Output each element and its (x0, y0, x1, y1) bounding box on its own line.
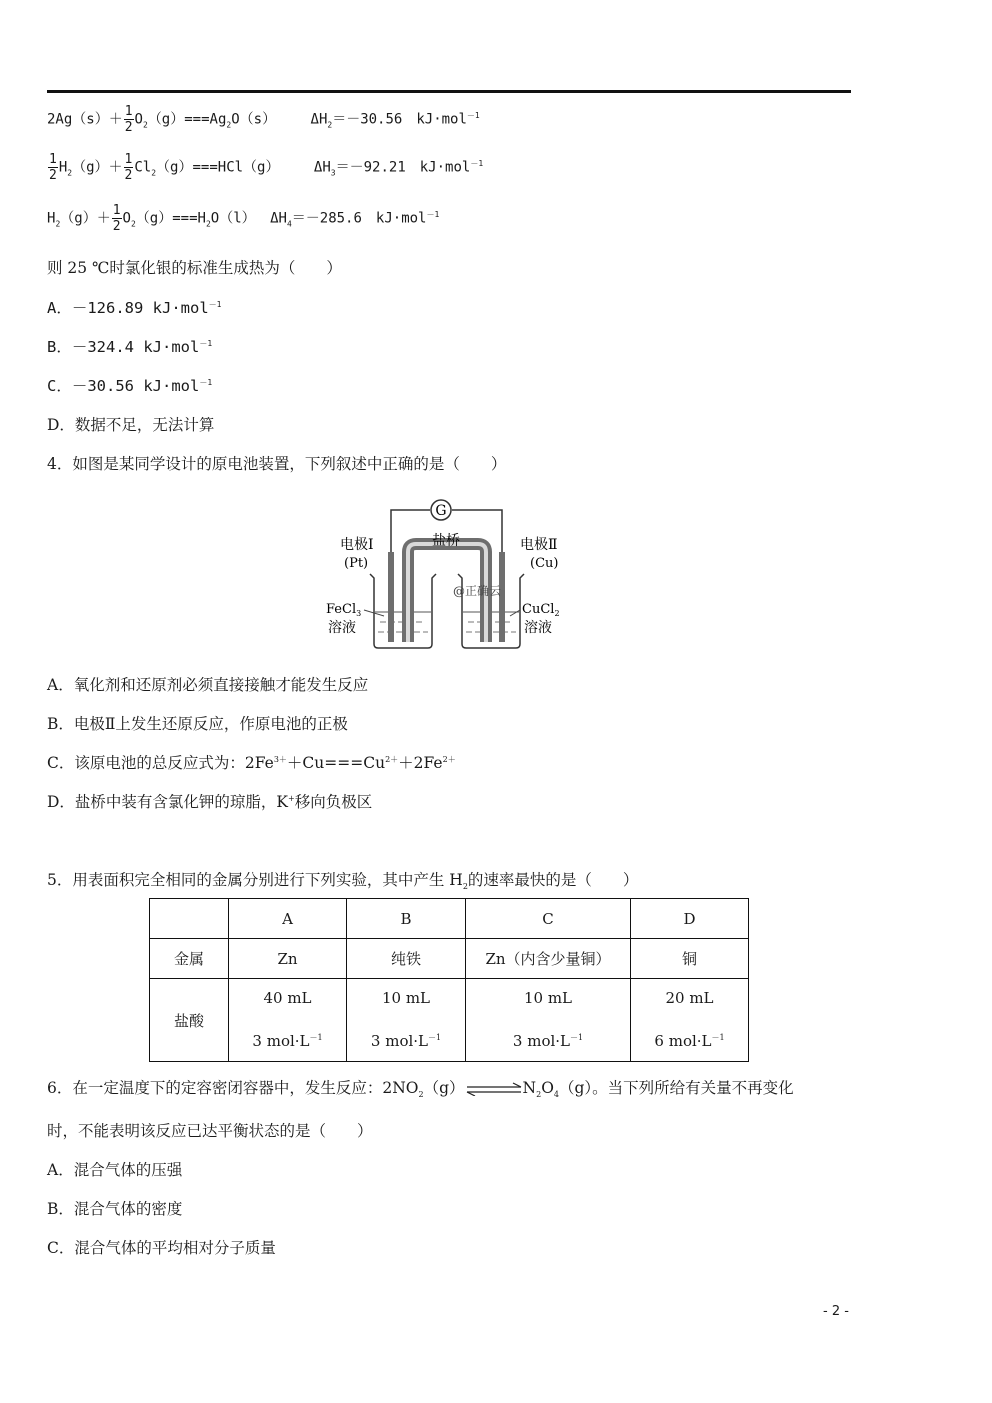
q3-stem: 则 25 ℃时氯化银的标准生成热为（ ） (47, 259, 342, 277)
table-header-cell: A (229, 899, 347, 939)
q4-option-a[interactable]: A．氧化剂和还原剂必须直接接触才能发生反应 (47, 676, 369, 694)
q3-option-d[interactable]: D．数据不足，无法计算 (47, 416, 215, 434)
table-cell: 铜 (631, 939, 749, 979)
q6-option-b[interactable]: B．混合气体的密度 (47, 1200, 183, 1218)
table-cell: 40 mL 3 $mol\cdot L^{-1}$ (229, 979, 347, 1062)
q3-option-c[interactable]: C．－30.56 kJ·mol$^{-1}$ (47, 377, 213, 395)
table-row (150, 979, 749, 1062)
galvanic-cell-figure (320, 492, 580, 654)
q6-stem-line2: 时，不能表明该反应已达平衡状态的是（ ） (47, 1122, 373, 1140)
equilibrium-arrow-icon (465, 1082, 523, 1096)
q6-stem: 6．在一定温度下的定容密闭容器中，发生反应：$2NO_2(g)$ $N_2O_4(g)$。当下列所给有关量不再变化 (47, 1079, 794, 1100)
page-number: - 2 - (823, 1304, 849, 1319)
q6-option-c[interactable]: C．混合气体的平均相对分子质量 (47, 1239, 276, 1257)
left-solution-label: FeCl$_3$ (326, 602, 362, 618)
table-header-cell: D (631, 899, 749, 939)
q5-stem: 5．用表面积完全相同的金属分别进行下列实验，其中产生 $H_2$的速率最快的是（ ） (47, 871, 639, 892)
galvanometer-label: G (435, 503, 447, 519)
electrode-1-pt (388, 552, 394, 642)
right-solution-label: CuCl$_2$ (522, 602, 560, 618)
q4-option-d[interactable]: D．盐桥中装有含氯化钾的琼脂，K+移向负极区 (47, 793, 373, 811)
table-row (150, 939, 749, 979)
electrode-2-label: 电极Ⅱ (520, 537, 558, 553)
table-header-row (150, 899, 749, 939)
q3-option-b[interactable]: B．－324.4 kJ·mol$^{-1}$ (47, 338, 213, 356)
electrode-1-material: (Pt) (344, 556, 369, 571)
table-cell: 纯铁 (347, 939, 466, 979)
table-header-cell: C (466, 899, 631, 939)
q4-stem: 4．如图是某同学设计的原电池装置，下列叙述中正确的是（ ） (47, 455, 507, 473)
q3-option-a[interactable]: A．－126.89 kJ·mol$^{-1}$ (47, 299, 222, 317)
acid-label: 盐酸 (150, 979, 229, 1062)
q6-option-a[interactable]: A．混合气体的压强 (47, 1161, 183, 1179)
q4-option-c[interactable]: C．该原电池的总反应式为：$2Fe^{3+}+Cu===Cu^{2+}+2Fe^{2+}$ (47, 754, 456, 772)
equation-h2o: $H_2(g)+$ $\frac{1}{2}$ $O_2(g)===H_2O(l)$ $\Delta H_4=-285.6$ kJ·mol$^{-1}$ (47, 203, 440, 234)
electrode-2-material: (Cu) (530, 556, 559, 571)
watermark: @正确云 (453, 584, 502, 598)
q5-table (149, 898, 749, 1062)
left-solution-label-2: 溶液 (328, 620, 356, 636)
q4-option-b[interactable]: B．电极Ⅱ上发生还原反应，作原电池的正极 (47, 715, 348, 733)
header-rule (47, 90, 851, 93)
table-header-cell (150, 899, 229, 939)
salt-bridge-label: 盐桥 (432, 533, 460, 549)
table-cell: Zn (229, 939, 347, 979)
table-cell: 20 mL 6 $mol\cdot L^{-1}$ (631, 979, 749, 1062)
table-cell: Zn（内含少量铜） (466, 939, 631, 979)
table-header-cell: B (347, 899, 466, 939)
table-cell: 10 mL 3 $mol\cdot L^{-1}$ (466, 979, 631, 1062)
electrode-1-label: 电极Ⅰ (340, 537, 374, 553)
equation-agcl-1: 2Ag（s）＋ $\frac{1}{2}$ $O_2(g)===Ag_2O(s)$ $\Delta H_2=-30.56$ kJ·mol$^{-1}$ (47, 104, 480, 135)
equation-hcl: $\frac{1}{2}$ $H_2(g)+$ $\frac{1}{2}$ $Cl_2(g)===HCl(g)$ $\Delta H_3=-92.21$ kJ·mol$^{-1}$ (49, 152, 484, 183)
metal-label: 金属 (150, 939, 229, 979)
table-cell: 10 mL 3 $mol\cdot L^{-1}$ (347, 979, 466, 1062)
right-solution-label-2: 溶液 (524, 620, 552, 636)
